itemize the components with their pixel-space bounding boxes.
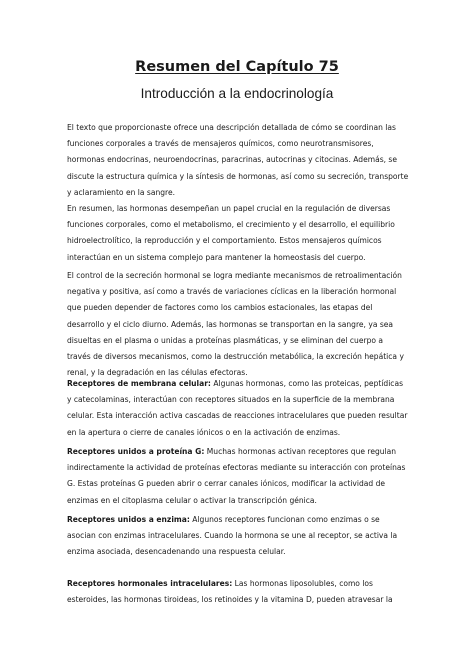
paragraph-text: Muchas hormonas activan receptores que regulan indirectamente la actividad de proteínas efectoras mediante su interacción con proteínas G. Estas proteínas G pueden abrir o cerrar canales iónicos, modificar la actividad de enzimas en el citoplasma celular o activar la transcripción génica.: [67, 447, 406, 505]
paragraph-heading: Receptores hormonales intracelulares:: [67, 579, 233, 588]
paragraph-text: Algunos receptores funcionan como enzimas o se asocian con enzimas intracelulares. Cuando la hormona se une al receptor, se activa la enzima asociada, desencadenando una respuesta celular.: [67, 515, 398, 557]
document-subtitle: Introducción a la endocrinología: [140, 86, 334, 101]
paragraph-g-protein-receptors: [67, 444, 409, 509]
paragraph-secretion-control: [67, 268, 409, 381]
paragraph-summary: [67, 201, 409, 266]
paragraph-intracellular-receptors: [67, 576, 409, 608]
paragraph-heading: Receptores unidos a enzima:: [67, 515, 190, 524]
paragraph-membrane-receptors: [67, 376, 409, 441]
paragraph-text: Las hormonas liposolubles, como los esteroides, las hormonas tiroideas, los retinoides y la vitamina D, pueden atravesar la: [67, 579, 393, 605]
paragraph-text: El texto que proporcionaste ofrece una descripción detallada de cómo se coordinan las funciones corporales a través de mensajeros químicos, como neurotransmisores, hormonas endocrinas, neuroendocrinas, paracrinas, autocrinas y citocinas. Además, se discute la estructura química y la síntesis de hormonas, así como su secreción, transporte y aclaramiento en la sangre.: [67, 123, 409, 197]
paragraph-intro: [67, 120, 409, 201]
paragraph-heading: Receptores de membrana celular:: [67, 379, 211, 388]
paragraph-heading: Receptores unidos a proteína G:: [67, 447, 205, 456]
paragraph-text: El control de la secreción hormonal se logra mediante mecanismos de retroalimentación negativa y positiva, así como a través de variaciones cíclicas en la liberación hormonal que pueden depender de factores como los cambios estacionales, las etapas del desarrollo y el ciclo diurno. Además, las hormonas se transportan en la sangre, ya sea disueltas en el plasma o unidas a proteínas plasmáticas, y se eliminan del cuerpo a través de diversos mecanismos, como la destrucción metabólica, la excreción hepática y renal, y la degradación en las células efectoras.: [67, 271, 404, 378]
paragraph-enzyme-receptors: [67, 512, 409, 561]
paragraph-text: En resumen, las hormonas desempeñan un papel crucial en la regulación de diversas funciones corporales, como el metabolismo, el crecimiento y el desarrollo, el equilibrio hidroelectrolítico, la reproducción y el comportamiento. Estos mensajeros químicos interactúan en un sistema complejo para mantener la homeostasis del cuerpo.: [67, 204, 395, 262]
paragraph-text: Algunas hormonas, como las proteicas, peptídicas y catecolaminas, interactúan con receptores situados en la superficie de la membrana celular. Esta interacción activa cascadas de reacciones intracelulares que pueden resultar en la apertura o cierre de canales iónicos o en la activación de enzimas.: [67, 379, 408, 437]
document-title: Resumen del Capítulo 75: [135, 59, 339, 75]
